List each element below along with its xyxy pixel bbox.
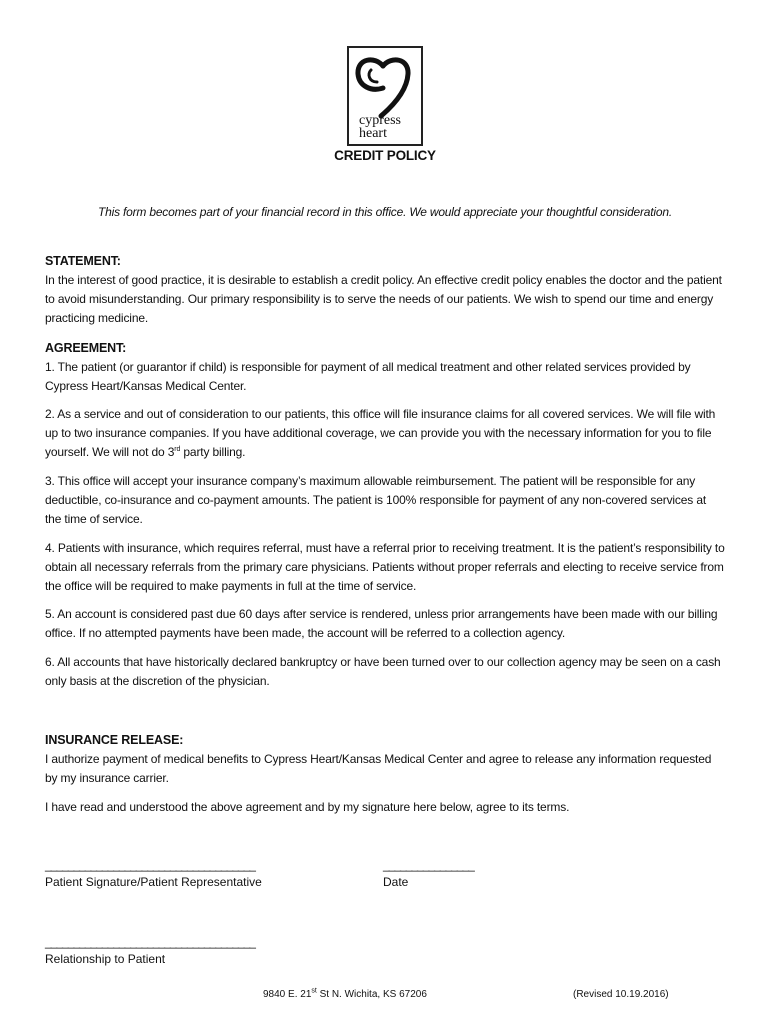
logo-text-cypress: cypress bbox=[359, 113, 401, 128]
statement-text: In the interest of good practice, it is desirable to establish a credit policy. An effective credit policy enables the doctor and the patient to avoid misunderstanding. Our primary responsibility is to serve the needs of our patients. We wish to spend our time and energy practicing medicine. bbox=[45, 273, 722, 325]
agreement-item-5-text: 5. An account is considered past due 60 days after service is rendered, unless prior arrangements have been made with our billing office. If no attempted payments have been made, the account will be referred to a collection agency. bbox=[45, 607, 718, 640]
agreement-heading: AGREEMENT: bbox=[45, 341, 127, 355]
cypress-heart-logo bbox=[347, 46, 423, 146]
acknowledgement bbox=[45, 798, 725, 817]
intro-text: This form becomes part of your financial record in this office. We would appreciate your thoughtful consideration. bbox=[98, 205, 672, 219]
agreement-item-2-end: party billing. bbox=[180, 445, 246, 459]
insurance-text: I authorize payment of medical benefits to Cypress Heart/Kansas Medical Center and agree to release any information requested by my insurance carrier. bbox=[45, 752, 712, 785]
footer-address-end: St N. Wichita, KS 67206 bbox=[316, 989, 427, 1000]
agreement-item-5 bbox=[45, 605, 725, 643]
agreement-item-1: 1. The patient (or guarantor if child) is responsible for payment of all medical treatment and other related services provided by Cypress Heart/Kansas Medical Center. bbox=[45, 360, 691, 393]
agreement-item-2-text: 2. As a service and out of consideration to our patients, this office will file insurance claims for all covered services. We will file with up to two insurance companies. If you have additional coverage, we can provide you with the necessary information for you to file yourself. We will not do 3 bbox=[45, 407, 716, 459]
agreement-item-4 bbox=[45, 539, 725, 596]
statement-heading: STATEMENT: bbox=[45, 254, 121, 268]
insurance-heading: INSURANCE RELEASE: bbox=[45, 733, 184, 747]
agreement-item-4-text: 4. Patients with insurance, which requires referral, must have a referral prior to receiving treatment. It is the patient’s responsibility to obtain all necessary referrals from the primary care physicians. Patients without proper referrals and electing to receive service from the office will be required to make payments in full at the time of service. bbox=[45, 541, 725, 593]
date-label: Date bbox=[383, 875, 409, 889]
footer-address bbox=[263, 989, 427, 1000]
relationship-line[interactable]: _____________________________________ bbox=[45, 935, 255, 949]
agreement-item-3 bbox=[45, 472, 725, 529]
footer-revised: (Revised 10.19.2016) bbox=[573, 989, 669, 1000]
acknowledgement-text: I have read and understood the above agreement and by my signature here below, agree to its terms. bbox=[45, 800, 570, 814]
logo-text-heart: heart bbox=[359, 126, 387, 141]
footer-address-text: 9840 E. 21 bbox=[263, 989, 312, 1000]
insurance-release-section bbox=[45, 731, 725, 788]
agreement-item-6-text: 6. All accounts that have historically declared bankruptcy or have been turned over to our collection agency may be seen on a cash only basis at the discretion of the physician. bbox=[45, 655, 721, 688]
relationship-label: Relationship to Patient bbox=[45, 952, 166, 966]
page-title: CREDIT POLICY bbox=[334, 148, 436, 163]
agreement-section bbox=[45, 339, 725, 396]
patient-signature-line[interactable]: _____________________________________ bbox=[45, 858, 255, 872]
agreement-item-6 bbox=[45, 653, 725, 691]
date-line[interactable]: ________________ bbox=[383, 858, 474, 872]
heart-logo-icon bbox=[349, 48, 421, 144]
agreement-item-3-text: 3. This office will accept your insurance company’s maximum allowable reimbursement. The patient will be responsible for any deductible, co-insurance and co-payment amounts. The patient is 100% responsible for payment of any non-covered services at the time of service. bbox=[45, 474, 707, 526]
agreement-item-2 bbox=[45, 405, 725, 462]
agreement-item-2-superscript: rd bbox=[174, 446, 181, 453]
statement-section bbox=[45, 252, 725, 328]
patient-signature-label: Patient Signature/Patient Representative bbox=[45, 875, 262, 889]
footer-address-superscript: st bbox=[311, 987, 317, 995]
